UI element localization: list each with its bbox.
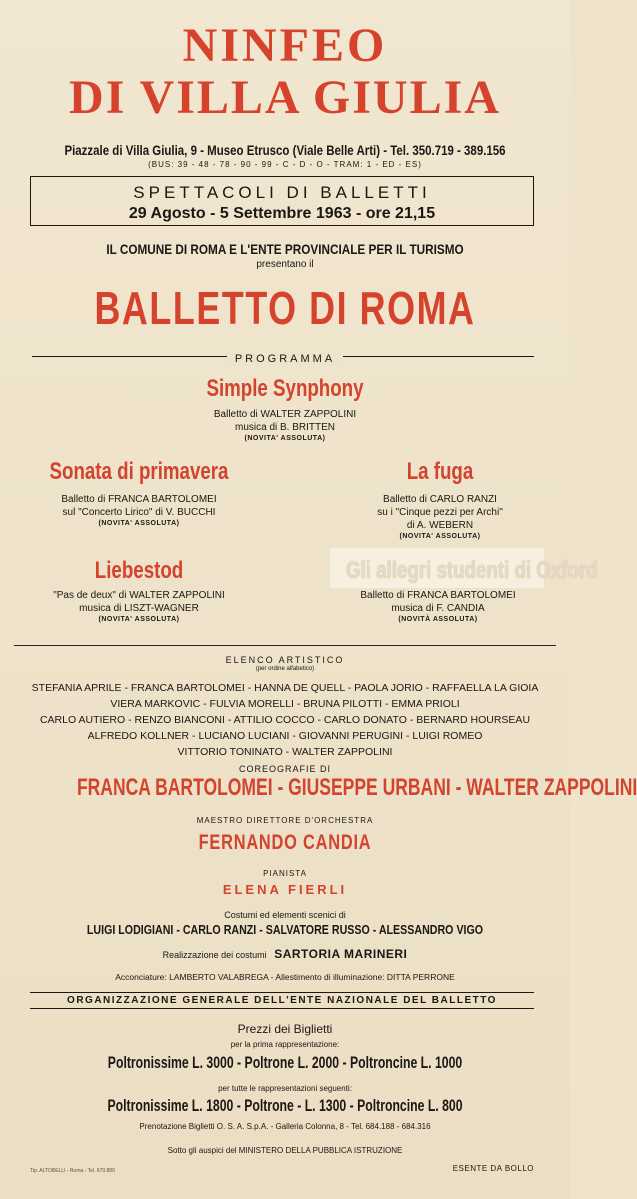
work-title: Sonata di primavera [49,458,229,485]
work-music: musica di LISZT-WAGNER [79,603,199,614]
conductor-name: FERNANDO CANDIA [198,831,372,854]
section-divider [14,645,556,646]
work-note: (NOVITA' ASSOLUTA) [98,520,180,527]
programma-heading [0,349,570,367]
choreography-label: COREOGRAFIE DI [238,764,331,774]
pianist-name: ELENA FIERLI [222,882,348,897]
work-note: (NOVITA' ASSOLUTA) [399,533,481,540]
costume-maker-name: SARTORIA MARINERI [274,947,408,961]
event-type: SPETTACOLI DI BALLETTI [133,183,431,202]
work-choreographer: Balletto di CARLO RANZI [383,494,497,505]
regular-label: per tutte le rappresentazioni seguenti: [218,1084,352,1093]
work-liebestod [14,556,264,624]
cast-line: VIERA MARKOVIC - FULVIA MORELLI - BRUNA PILOTTI - EMMA PRIOLI [110,698,460,710]
presenters: IL COMUNE DI ROMA E L'ENTE PROVINCIALE PER IL TURISMO [106,241,464,257]
work-la-fuga [330,457,550,541]
work-note: (NOVITÀ ASSOLUTA) [398,616,478,623]
venue-subtitle: DI VILLA GIULIA [69,71,501,124]
work-composer: di A. WEBERN [406,520,474,531]
cast-line: ALFREDO KOLLNER - LUCIANO LUCIANI - GIOVANNI PERUGINI - LUIGI ROMEO [87,730,483,742]
work-music: musica di F. CANDIA [391,603,485,614]
work-note: (NOVITA' ASSOLUTA) [244,435,326,442]
work-gli-allegri-studenti [320,556,598,624]
cast-line: CARLO AUTIERO - RENZO BIANCONI - ATTILIO COCCO - CARLO DONATO - BERNARD HOURSEAU [39,714,531,726]
transport-info: (BUS: 39 - 48 - 78 - 90 - 99 - C - D - O - TRAM: 1 - ED - ES) [148,160,422,169]
prices-heading: Prezzi dei Biglietti [237,1022,333,1036]
work-music: musica di B. BRITTEN [234,422,336,433]
work-title: Liebestod [94,557,184,584]
work-choreographer: "Pas de deux" di WALTER ZAPPOLINI [53,590,225,601]
cast-line: VITTORIO TONINATO - WALTER ZAPPOLINI [177,746,393,758]
venue-address: Piazzale di Villa Giulia, 9 - Museo Etrusco (Viale Belle Arti) - Tel. 350.719 - 389.156 [64,142,506,158]
regular-prices: Poltronissime L. 1800 - Poltrone - L. 1300 - Poltroncine L. 800 [107,1096,463,1115]
work-note: (NOVITA' ASSOLUTA) [98,616,180,623]
conductor-label: MAESTRO DIRETTORE D'ORCHESTRA [196,816,374,825]
premiere-label: per la prima rappresentazione: [230,1040,340,1049]
work-choreographer: Balletto di FRANCA BARTOLOMEI [61,494,217,505]
work-choreographer: Balletto di FRANCA BARTOLOMEI [360,590,516,601]
choreographers: FRANCA BARTOLOMEI - GIUSEPPE URBANI - WALTER ZAPPOLINI [76,774,637,801]
costumes-label: Costumi ed elementi scenici di [224,910,346,920]
event-dates: 29 Agosto - 5 Settembre 1963 - ore 21,15 [128,205,436,222]
work-title: La fuga [406,458,474,485]
presenters-verb: presentano il [256,259,314,270]
stamp-exempt: ESENTE DA BOLLO [452,1164,534,1173]
costume-maker [0,947,570,961]
premiere-prices: Poltronissime L. 3000 - Poltrone L. 2000 - Poltroncine L. 1000 [107,1053,463,1072]
work-sonata-di-primavera [14,457,264,528]
pianist-label: PIANISTA [263,869,307,878]
cast-heading: ELENCO ARTISTICO [225,655,345,665]
work-title: Gli allegri studenti di Oxford [345,557,598,584]
printer-credit: Tip. ALTOBELLI - Roma - Tel. 670.880 [30,1168,115,1174]
company-name: BALLETTO DI ROMA [94,282,476,334]
costume-designers: LUIGI LODIGIANI - CARLO RANZI - SALVATORE RUSSO - ALESSANDRO VIGO [86,922,484,937]
work-title: Simple Synphony [206,375,364,402]
cast-subheading: (per ordine alfabetico) [255,666,315,672]
work-music: su i "Cinque pezzi per Archi" [377,507,503,518]
booking-info: Prenotazione Biglietti O. S. A. S.p.A. - Galleria Colonna, 8 - Tel. 684.188 - 684.316 [139,1122,431,1131]
cast-list [0,680,570,760]
patronage: Sotto gli auspici del MINISTERO DELLA PUBBLICA ISTRUZIONE [167,1146,403,1155]
programma-label: PROGRAMMA [227,353,343,365]
hair-lighting-credits: Acconciature: LAMBERTO VALABREGA - Allestimento di illuminazione: DITTA PERRONE [115,972,455,982]
work-music: sul "Concerto Lirico" di V. BUCCHI [62,507,216,518]
work-choreographer: Balletto di WALTER ZAPPOLINI [213,409,357,420]
cast-line: STEFANIA APRILE - FRANCA BARTOLOMEI - HANNA DE QUELL - PAOLA JORIO - RAFFAELLA LA GIOIA [31,682,539,694]
venue-title: NINFEO [182,19,388,72]
work-simple-synphony [0,374,570,443]
event-box [30,176,534,226]
costume-maker-label: Realizzazione dei costumi [162,950,267,960]
organization-banner: ORGANIZZAZIONE GENERALE DELL'ENTE NAZIONALE DEL BALLETTO [30,992,534,1009]
